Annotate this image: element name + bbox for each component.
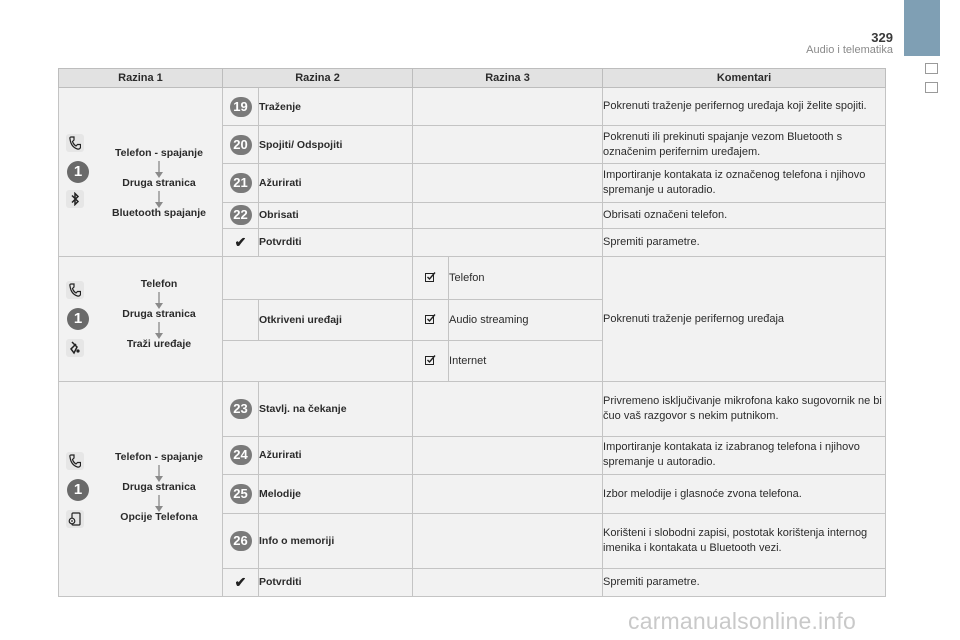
- option-label: Potvrditi: [259, 228, 413, 256]
- empty-cell: [413, 126, 603, 164]
- comment-text: Importiranje kontakata iz izabranog telefona i njihovo spremanje u autoradio.: [603, 436, 886, 474]
- comment-text: Izbor melodije i glasnoće zvona telefona.: [603, 474, 886, 513]
- empty-cell: [413, 474, 603, 513]
- checkbox-icon: [413, 300, 449, 341]
- comment-text: Obrisati označeni telefon.: [603, 202, 886, 228]
- menu-item: Opcije Telefona: [120, 511, 198, 523]
- chapter-tab: [904, 0, 940, 56]
- option-label: Melodije: [259, 474, 413, 513]
- step-number: [223, 474, 259, 513]
- option-label: Ažurirati: [259, 436, 413, 474]
- section-title: Audio i telematika: [806, 44, 893, 56]
- watermark: carmanualsonline.info: [628, 608, 856, 634]
- checkbox-icon: [413, 341, 449, 382]
- checkmark-icon: ✔: [223, 228, 259, 256]
- header-level-1: Razina 1: [59, 69, 223, 88]
- step-number: [223, 88, 259, 126]
- comment-text: Importiranje kontakata iz označenog telefona i njihovo spremanje u autoradio.: [603, 164, 886, 202]
- menu-item: Druga stranica: [122, 177, 196, 189]
- page-number: 329: [871, 30, 893, 45]
- menu-item: Traži uređaje: [126, 338, 192, 350]
- page-marker-box: [925, 63, 938, 74]
- comment-text: Spremiti parametre.: [603, 228, 886, 256]
- menu-path: [99, 277, 219, 352]
- header-level-2: Razina 2: [223, 69, 413, 88]
- arrow-down-icon: [99, 495, 219, 510]
- option-label: Potvrditi: [259, 568, 413, 596]
- empty-cell: [413, 568, 603, 596]
- empty-cell: [413, 202, 603, 228]
- empty-cell: [413, 514, 603, 569]
- level1-phone-connection: [59, 88, 223, 257]
- step-number: [223, 514, 259, 569]
- menu-item: Druga stranica: [122, 308, 196, 320]
- level1-phone-search: [59, 257, 223, 382]
- arrow-down-icon: [99, 465, 219, 480]
- step-badge: 1: [67, 308, 89, 330]
- menu-path: [99, 146, 219, 221]
- menu-item: Telefon - spajanje: [115, 147, 203, 159]
- table-row: [59, 88, 886, 126]
- phone-icon: [66, 134, 84, 152]
- sub-option: Telefon: [449, 257, 603, 300]
- step-number: [223, 202, 259, 228]
- empty-cell: [223, 341, 413, 382]
- header-level-3: Razina 3: [413, 69, 603, 88]
- empty-cell: [413, 164, 603, 202]
- table-row: [59, 257, 886, 300]
- number-badge: 19: [230, 97, 252, 117]
- phone-icon: [66, 281, 84, 299]
- step-number: [223, 164, 259, 202]
- phone-icon: [66, 452, 84, 470]
- empty-cell: [413, 88, 603, 126]
- arrow-down-icon: [99, 322, 219, 337]
- number-badge: 23: [230, 399, 252, 419]
- number-badge: 20: [230, 135, 252, 155]
- table-row: [59, 382, 886, 437]
- menu-item: Druga stranica: [122, 481, 196, 493]
- arrow-down-icon: [99, 292, 219, 307]
- number-badge: 26: [230, 531, 252, 551]
- comment-text: Pokrenuti ili prekinuti spajanje vezom Bluetooth s označenim perifernim uređajem.: [603, 126, 886, 164]
- step-number: [223, 382, 259, 437]
- header-comments: Komentari: [603, 69, 886, 88]
- sub-option: Audio streaming: [449, 300, 603, 341]
- option-label: Info o memoriji: [259, 514, 413, 569]
- option-label: Spojiti/ Odspojiti: [259, 126, 413, 164]
- phone-settings-icon: [66, 510, 84, 528]
- option-label: Ažurirati: [259, 164, 413, 202]
- level1-phone-options: [59, 382, 223, 597]
- option-label: Stavlj. na čekanje: [259, 382, 413, 437]
- option-label: Otkriveni uređaji: [259, 300, 413, 341]
- empty-cell: [413, 436, 603, 474]
- checkmark-icon: ✔: [223, 568, 259, 596]
- sub-option: Internet: [449, 341, 603, 382]
- menu-item: Telefon: [140, 278, 178, 290]
- step-number: [223, 436, 259, 474]
- empty-cell: [413, 382, 603, 437]
- comment-text: Pokrenuti traženje perifernog uređaja: [603, 257, 886, 382]
- page-marker-box: [925, 82, 938, 93]
- search-device-icon: [66, 339, 84, 357]
- number-badge: 21: [230, 173, 252, 193]
- arrow-down-icon: [99, 191, 219, 206]
- number-badge: 25: [230, 484, 252, 504]
- step-badge: 1: [67, 479, 89, 501]
- empty-cell: [413, 228, 603, 256]
- comment-text: Spremiti parametre.: [603, 568, 886, 596]
- number-badge: 24: [230, 445, 252, 465]
- menu-table: [58, 68, 886, 597]
- step-number: [223, 126, 259, 164]
- comment-text: Korišteni i slobodni zapisi, postotak korištenja internog imenika i kontakata u Bluetooth vezi.: [603, 514, 886, 569]
- step-badge: 1: [67, 161, 89, 183]
- comment-text: Privremeno isključivanje mikrofona kako sugovornik ne bi čuo vaš razgovor s nekim putnikom.: [603, 382, 886, 437]
- table-header-row: [59, 69, 886, 88]
- option-label: Obrisati: [259, 202, 413, 228]
- menu-item: Telefon - spajanje: [115, 451, 203, 463]
- menu-path: [99, 450, 219, 525]
- checkbox-icon: [413, 257, 449, 300]
- menu-item: Bluetooth spajanje: [112, 207, 206, 219]
- comment-text: Pokrenuti traženje perifernog uređaja koji želite spojiti.: [603, 88, 886, 126]
- bluetooth-icon: [66, 190, 84, 208]
- empty-cell: [223, 257, 413, 300]
- option-label: Traženje: [259, 88, 413, 126]
- empty-cell: [223, 300, 259, 341]
- arrow-down-icon: [99, 161, 219, 176]
- number-badge: 22: [230, 205, 252, 225]
